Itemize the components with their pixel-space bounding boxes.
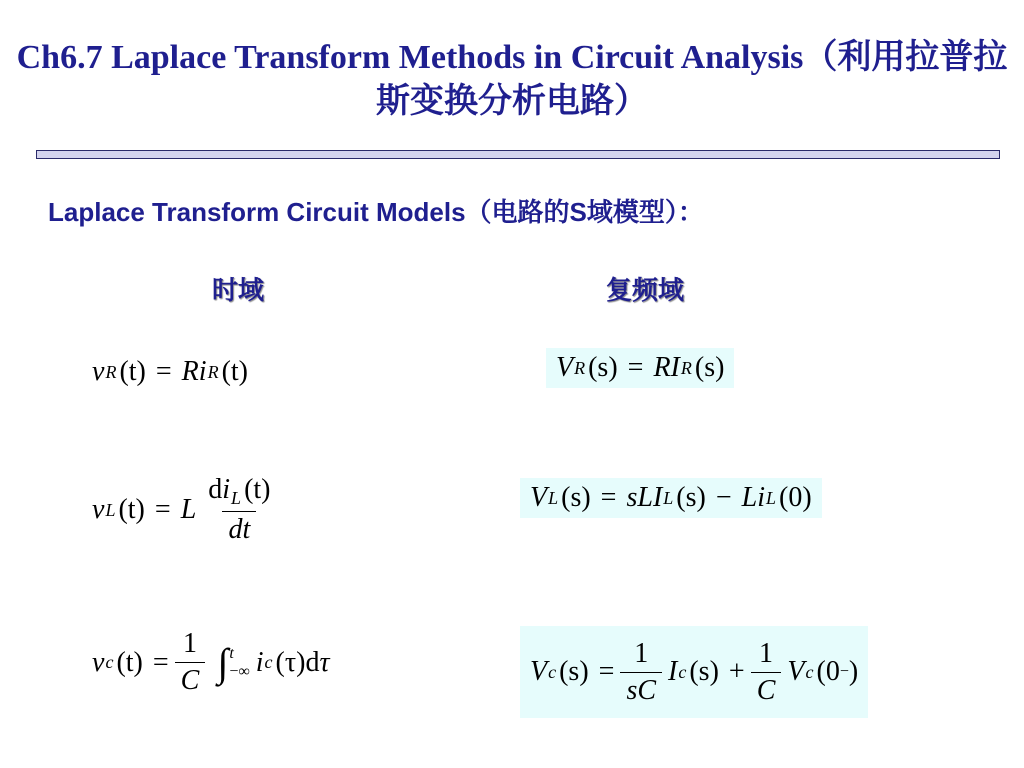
voltage-symbol: V xyxy=(556,352,574,383)
time-domain-header: 时域 xyxy=(212,276,265,306)
derivative-fraction xyxy=(202,474,276,546)
argument: (0) xyxy=(779,482,812,513)
subscript: L xyxy=(765,487,776,508)
fraction-numerator: 1 xyxy=(634,637,649,669)
fraction-denominator: C xyxy=(751,672,782,707)
inductor-time-equation xyxy=(92,474,283,546)
current-symbol: i xyxy=(198,356,207,387)
impedance-fraction xyxy=(620,638,662,707)
argument: (τ) xyxy=(275,646,306,678)
ri-term: RI xyxy=(653,352,680,383)
upper-limit: t xyxy=(229,644,234,662)
argument: (0 xyxy=(816,656,840,687)
fraction-denominator: dt xyxy=(222,511,256,546)
subscript: R xyxy=(680,357,692,378)
argument: (t) xyxy=(221,356,248,387)
voltage-symbol: V xyxy=(530,656,548,687)
capacitor-time-equation xyxy=(92,628,329,697)
fraction-numerator xyxy=(202,474,276,511)
resistor-time-equation xyxy=(92,356,248,388)
title-divider xyxy=(36,150,1000,159)
current-symbol: i xyxy=(255,646,264,678)
argument: (t) xyxy=(119,356,146,387)
current-symbol: I xyxy=(668,656,678,687)
minus-sign: − xyxy=(715,482,732,513)
subscript: c xyxy=(678,661,687,682)
fraction-denominator: sC xyxy=(620,672,662,707)
subscript: L xyxy=(231,488,242,508)
argument-close: ) xyxy=(848,656,859,687)
fraction-numerator: 1 xyxy=(759,637,774,669)
argument: (s) xyxy=(694,352,725,383)
fraction-numerator: 1 xyxy=(183,628,198,659)
equals-sign: = xyxy=(627,352,644,383)
current-symbol: i xyxy=(222,474,231,505)
equals-sign: = xyxy=(598,656,615,687)
integral-sign: ∫ xyxy=(217,639,229,685)
argument: (s) xyxy=(689,656,719,687)
plus-sign: + xyxy=(728,656,745,687)
li-term: Li xyxy=(741,482,765,513)
subscript: R xyxy=(105,361,117,382)
reciprocal-fraction xyxy=(751,638,782,707)
integral xyxy=(217,639,250,685)
equals-sign: = xyxy=(155,356,172,387)
resistor-s-equation xyxy=(546,348,734,388)
voltage-symbol: V xyxy=(530,482,548,513)
subscript: c xyxy=(264,652,273,672)
subscript: c xyxy=(105,652,114,672)
argument: (t) xyxy=(118,494,145,525)
slide-title: Ch6.7 Laplace Transform Methods in Circuit Analysis（利用拉普拉斯变换分析电路） xyxy=(16,39,1008,120)
fraction-denominator: C xyxy=(175,662,206,697)
tau-symbol: τ xyxy=(319,646,330,678)
inductance-symbol: L xyxy=(180,494,197,525)
integral-limits xyxy=(229,645,249,681)
inductor-s-equation xyxy=(520,478,822,518)
voltage-symbol: ν xyxy=(92,356,105,387)
lower-limit: −∞ xyxy=(229,662,250,680)
subscript: R xyxy=(207,361,219,382)
subscript: c xyxy=(805,661,814,682)
argument: (s) xyxy=(561,482,591,513)
differential-d: d xyxy=(305,646,320,678)
capacitor-s-equation xyxy=(520,626,868,718)
sli-term: sLI xyxy=(626,482,663,513)
s-domain-header: 复频域 xyxy=(606,276,685,306)
differential-d: d xyxy=(208,474,223,505)
subscript: L xyxy=(548,487,559,508)
argument: (s) xyxy=(588,352,618,383)
equals-sign: = xyxy=(600,482,617,513)
reciprocal-fraction xyxy=(175,628,206,697)
section-subtitle: Laplace Transform Circuit Models（电路的S域模型）： xyxy=(48,197,704,227)
equals-sign: = xyxy=(154,494,171,525)
subscript: L xyxy=(105,499,116,520)
voltage-symbol: V xyxy=(787,656,805,687)
argument: (s) xyxy=(676,482,706,513)
voltage-symbol: ν xyxy=(92,494,105,525)
subscript: L xyxy=(663,487,674,508)
argument: (t) xyxy=(116,646,143,678)
resistance-symbol: R xyxy=(181,356,199,387)
voltage-symbol: ν xyxy=(92,646,105,678)
equals-sign: = xyxy=(152,646,169,678)
argument: (t) xyxy=(244,474,271,505)
subscript: R xyxy=(574,357,586,378)
superscript: − xyxy=(839,663,849,680)
subscript: c xyxy=(548,661,557,682)
argument: (s) xyxy=(559,656,589,687)
